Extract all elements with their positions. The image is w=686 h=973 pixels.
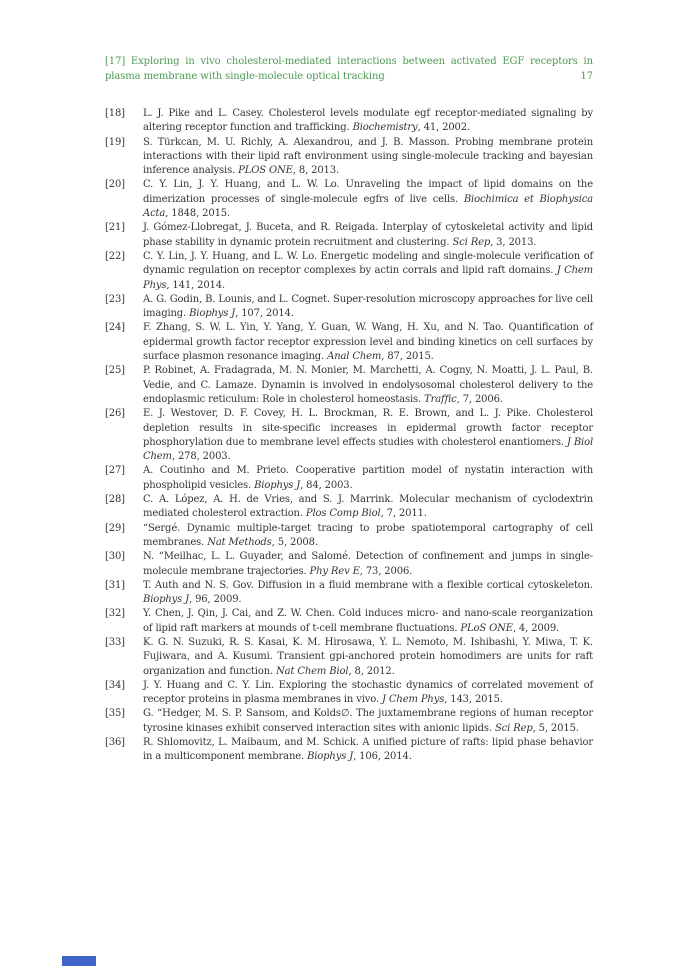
reference-journal: Biochimica et Biophysica Acta (143, 193, 593, 220)
reference-label: [36] (105, 737, 125, 749)
reference-label: [31] (105, 579, 125, 591)
reference-entry (105, 736, 593, 765)
reference-volume-year: , 106, 2014. (353, 751, 412, 763)
reference-entry (105, 707, 593, 736)
reference-label: [23] (105, 293, 125, 305)
reference-text: C. A. López, A. H. de Vries, and S. J. Marrink. Molecular mechanism of cyclodextrin mediated cholesterol extraction. (143, 494, 593, 520)
reference-entry (105, 579, 593, 608)
reference-journal: J Chem Phys (382, 694, 445, 706)
reference-label: [26] (105, 408, 125, 420)
reference-label: [28] (105, 494, 125, 506)
reference-volume-year: , 41, 2002. (417, 122, 470, 134)
reference-entry (105, 221, 593, 250)
reference-label: [19] (105, 136, 125, 148)
reference-journal: Nat Methods (207, 536, 272, 548)
reference-label: [27] (105, 465, 125, 477)
reference-label: [22] (105, 250, 125, 262)
reference-journal: J Biol Chem (143, 436, 594, 463)
reference-text: G. “Hedger, M. S. P. Sansom, and Kolds∅. The juxtamembrane regions of human receptor tyrosine kinases exhibit conserved interaction sites with anionic lipids. (143, 708, 593, 734)
reference-entry (105, 522, 593, 551)
reference-text: S. Türkcan, M. U. Richly, A. Alexandrou, and J. B. Masson. Probing membrane protein interactions with their lipid raft environment using single-molecule tracking and bayesian inference analysis. (143, 136, 593, 177)
reference-entry (105, 679, 593, 708)
reference-entry (105, 550, 593, 579)
reference-journal: Biophys J (254, 479, 301, 491)
reference-label: [21] (105, 222, 125, 234)
page-number: 17 (572, 70, 593, 85)
reference-entry (105, 107, 593, 136)
reference-journal: PLOS ONE (238, 165, 293, 177)
reference-volume-year: , 7, 2011. (380, 508, 427, 520)
bottom-left-blue-marker (62, 956, 96, 966)
reference-label: [24] (105, 322, 125, 334)
reference-volume-year: , 8, 2012. (348, 665, 395, 677)
reference-entry (105, 607, 593, 636)
reference-text: J. Y. Huang and C. Y. Lin. Exploring the stochastic dynamics of correlated movement of receptor proteins in plasma membranes in vivo. (143, 679, 593, 706)
reference-entry (105, 250, 593, 293)
reference-journal: Anal Chem (327, 351, 382, 363)
reference-text: C. Y. Lin, J. Y. Huang, and L. W. Lo. Unraveling the impact of lipid domains on the dimerization processes of single-molecule egfrs of live cells. (143, 179, 593, 205)
reference-text: P. Robinet, A. Fradagrada, M. N. Monier, M. Marchetti, A. Cogny, N. Moatti, J. L. Paul, B. Vedie, and C. Lamaze. Dynamin is involved in endolysosomal cholesterol delivery to the endoplasmic reticulum: Role in cholesterol homeostasis. (143, 365, 593, 405)
reference-text: T. Auth and N. S. Gov. Diffusion in a fluid membrane with a flexible cortical cytoskeleton. (143, 579, 593, 591)
reference-label: [30] (105, 551, 125, 563)
reference-volume-year: , 84, 2003. (300, 479, 353, 491)
reference-journal: PLoS ONE (460, 622, 513, 634)
reference-journal: Plos Comp Biol (305, 508, 381, 520)
reference-text: K. G. N. Suzuki, R. S. Kasai, K. M. Hirosawa, Y. L. Nemoto, M. Ishibashi, Y. Miwa, T. K. Fujiwara, and A. Kusumi. Transient gpi-anchored protein homodimers are units for raft organization and function. (143, 636, 593, 677)
reference-volume-year: , 107, 2014. (235, 308, 294, 320)
reference-entry (105, 636, 593, 679)
reference-volume-year: , 5, 2008. (271, 536, 318, 548)
reference-text: Y. Chen, J. Qin, J. Cai, and Z. W. Chen. Cold induces micro- and nano-scale reorganization of lipid raft markers at mounds of t-cell membrane fluctuations. (143, 608, 593, 634)
reference-volume-year: , 141, 2014. (166, 279, 225, 291)
reference-journal: J Chem Phys (143, 265, 593, 291)
reference-text: E. J. Westover, D. F. Covey, H. L. Brockman, R. E. Brown, and L. J. Pike. Cholesterol depletion results in site-specific increases in epidermal growth factor receptor phosphorylation due to membrane level effects studies with cholesterol enantiomers. (143, 408, 593, 448)
reference-journal: Biophys J (143, 594, 190, 606)
reference-volume-year: , 3, 2013. (490, 236, 537, 248)
reference-text: C. Y. Lin, J. Y. Huang, and L. W. Lo. Energetic modeling and single-molecule verification of dynamic regulation on receptor complexes by actin corrals and lipid raft domains. (143, 250, 593, 277)
reference-entry (105, 407, 593, 464)
reference-volume-year: , 87, 2015. (381, 351, 434, 363)
reference-entry (105, 321, 593, 364)
reference-journal: Phy Rev E (309, 565, 360, 577)
reference-text: “Sergé. Dynamic multiple-target tracing to probe spatiotemporal cartography of cell membranes. (143, 522, 593, 548)
reference-volume-year: , 96, 2009. (189, 594, 242, 606)
reference-volume-year: , 143, 2015. (444, 694, 503, 706)
reference-label: [32] (105, 608, 125, 620)
reference-label: [33] (105, 636, 125, 648)
reference-label: [29] (105, 522, 125, 534)
reference-label: [25] (105, 365, 125, 377)
page-content (105, 55, 593, 765)
reference-entry (105, 493, 593, 522)
reference-label: [35] (105, 708, 125, 720)
running-header (105, 55, 593, 84)
reference-volume-year: , 73, 2006. (359, 565, 413, 577)
reference-label: [18] (105, 108, 125, 119)
reference-text: J. Gómez-Llobregat, J. Buceta, and R. Reigada. Interplay of cytoskeletal activity and lipid phase stability in dynamic protein recruitment and clustering. (143, 222, 593, 248)
reference-text: N. “Meilhac, L. L. Guyader, and Salomé. Detection of confinement and jumps in single-molecule membrane trajectories. (143, 551, 593, 577)
reference-volume-year: , 5, 2015. (532, 722, 579, 734)
reference-text: A. Coutinho and M. Prieto. Cooperative partition model of nystatin interaction with phospholipid vesicles. (143, 465, 593, 491)
reference-volume-year: , 7, 2006. (456, 393, 503, 405)
reference-volume-year: , 1848, 2015. (165, 208, 231, 220)
reference-text: A. G. Godin, B. Lounis, and L. Cognet. Super-resolution microscopy approaches for live cell imaging. (143, 293, 593, 320)
reference-journal: Sci Rep (494, 722, 533, 734)
reference-entry (105, 464, 593, 493)
reference-text: R. Shlomovitz, L. Maibaum, and M. Schick. A unified picture of rafts: lipid phase behavior in a multicomponent membrane. (143, 737, 593, 763)
running-header-title: [17] Exploring in vivo cholesterol-mediated interactions between activated EGF receptors in plasma membrane with single-molecule optical tracking (105, 56, 593, 82)
reference-journal: Sci Rep (452, 236, 491, 248)
reference-label: [20] (105, 179, 125, 191)
reference-journal: Biochemistry (352, 122, 418, 134)
reference-text: L. J. Pike and L. Casey. Cholesterol levels modulate egf receptor-mediated signaling by altering receptor function and trafficking. (143, 108, 593, 134)
reference-volume-year: , 8, 2013. (292, 165, 340, 177)
reference-label: [34] (105, 679, 125, 691)
reference-entry (105, 293, 593, 322)
reference-list (105, 107, 593, 765)
reference-volume-year: , 4, 2009. (512, 622, 560, 634)
reference-text: F. Zhang, S. W. L. Yin, Y. Yang, Y. Guan, W. Wang, H. Xu, and N. Tao. Quantification of epidermal growth factor receptor expression level and binding kinetics on cell surfaces by surface plasmon resonance imaging. (143, 322, 593, 363)
reference-entry (105, 136, 593, 179)
reference-journal: Biophys J (307, 751, 354, 763)
reference-entry (105, 364, 593, 407)
reference-volume-year: , 278, 2003. (171, 451, 231, 463)
reference-journal: Nat Chem Biol (276, 665, 349, 677)
reference-entry (105, 178, 593, 221)
reference-journal: Biophys J (189, 308, 236, 320)
reference-journal: Traffic (424, 393, 457, 405)
